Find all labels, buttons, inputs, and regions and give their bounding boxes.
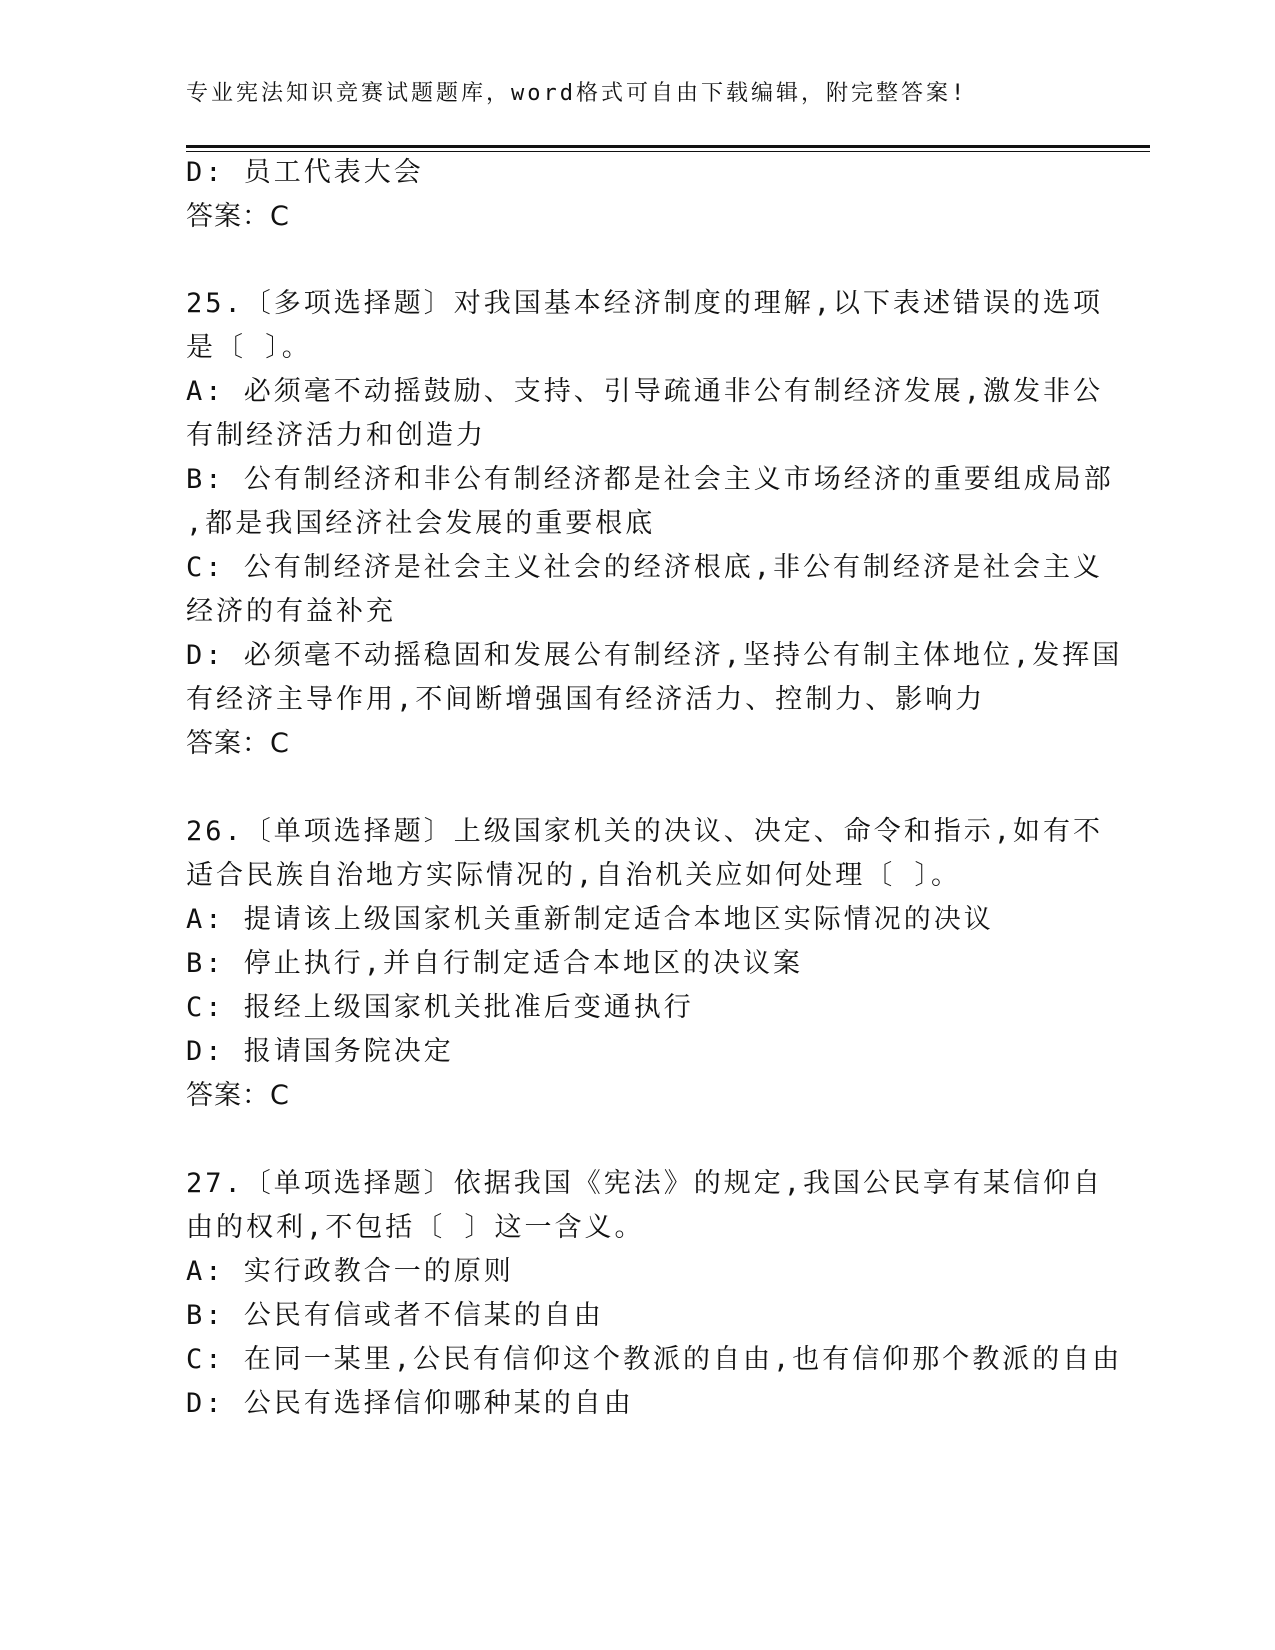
q26-stem-line-2: 适合民族自治地方实际情况的,自治机关应如何处理〔 〕。	[186, 860, 962, 891]
q25-stem-line-1: 25.〔多项选择题〕对我国基本经济制度的理解,以下表述错误的选项	[186, 288, 1104, 319]
q24-answer: 答案：C	[186, 201, 290, 232]
q25-option-a-line-1: A: 必须毫不动摇鼓励、支持、引导疏通非公有制经济发展,激发非公	[186, 376, 1104, 407]
q27-option-a: A: 实行政教合一的原则	[186, 1256, 514, 1287]
q26-stem-line-1: 26.〔单项选择题〕上级国家机关的决议、决定、命令和指示,如有不	[186, 816, 1104, 847]
q26-option-d: D: 报请国务院决定	[186, 1036, 454, 1067]
q25-option-c-line-2: 经济的有益补充	[186, 596, 396, 627]
q25-stem-line-2: 是〔 〕。	[186, 332, 312, 363]
q26-option-b: B: 停止执行,并自行制定适合本地区的决议案	[186, 948, 804, 979]
q27-option-c: C: 在同一某里,公民有信仰这个教派的自由,也有信仰那个教派的自由	[186, 1344, 1123, 1375]
q25-answer: 答案：C	[186, 728, 290, 759]
q27-option-d: D: 公民有选择信仰哪种某的自由	[186, 1388, 634, 1419]
q25-option-d-line-1: D: 必须毫不动摇稳固和发展公有制经济,坚持公有制主体地位,发挥国	[186, 640, 1123, 671]
q27-stem-line-1: 27.〔单项选择题〕依据我国《宪法》的规定,我国公民享有某信仰自	[186, 1168, 1104, 1199]
q26-answer: 答案：C	[186, 1080, 290, 1111]
q24-option-d: D: 员工代表大会	[186, 157, 424, 188]
page-header: 专业宪法知识竞赛试题题库，word格式可自由下载编辑，附完整答案!	[186, 81, 968, 106]
q25-option-a-line-2: 有制经济活力和创造力	[186, 420, 486, 451]
q25-option-b-line-1: B: 公有制经济和非公有制经济都是社会主义市场经济的重要组成局部	[186, 464, 1114, 495]
q25-option-c-line-1: C: 公有制经济是社会主义社会的经济根底,非公有制经济是社会主义	[186, 552, 1104, 583]
q26-option-a: A: 提请该上级国家机关重新制定适合本地区实际情况的决议	[186, 904, 994, 935]
q27-stem-line-2: 由的权利,不包括〔 〕这一含义。	[186, 1212, 645, 1243]
header-rule-thick	[186, 145, 1150, 148]
q26-option-c: C: 报经上级国家机关批准后变通执行	[186, 992, 694, 1023]
q27-option-b: B: 公民有信或者不信某的自由	[186, 1300, 604, 1331]
q25-option-d-line-2: 有经济主导作用,不间断增强国有经济活力、控制力、影响力	[186, 684, 986, 715]
q25-option-b-line-2: ,都是我国经济社会发展的重要根底	[186, 508, 656, 539]
header-rule-thin	[186, 151, 1150, 152]
